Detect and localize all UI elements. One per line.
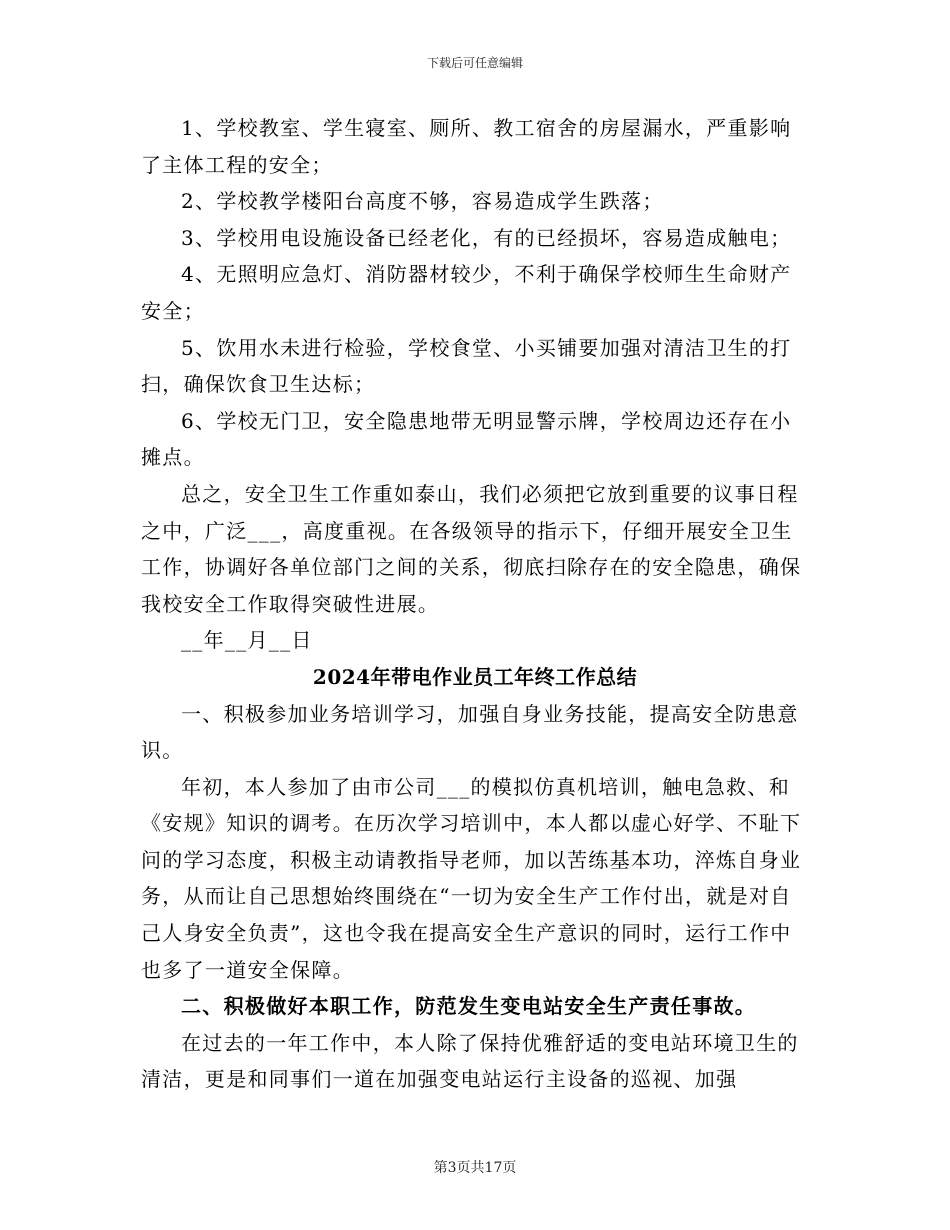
list-item: 2、学校教学楼阳台高度不够，容易造成学生跌落； [181, 189, 664, 214]
section-paragraph-2: 在过去的一年工作中，本人除了保持优雅舒适的变电站环境卫生的清洁，更是和同事们一道在加强变电站运行主设备的巡视、加强 [141, 1030, 799, 1092]
date-line: __年__月__日 [181, 628, 313, 653]
document-body [141, 110, 809, 1098]
section-paragraph-1: 年初，本人参加了由市公司___的模拟仿真机培训，触电急救、和《安规》知识的调考。在历次学习培训中，本人都以虚心好学、不耻下问的学习态度，积极主动请教指导老师，加以苦练基本功，淬炼自身业务，从而让自己思想始终围绕在“一切为安全生产工作付出，就是对自己人身安全负责”，这也令我在提高安全生产意识的同时，运行工作中也多了一道安全保障。 [141, 774, 802, 982]
section-title: 2024年带电作业员工年终工作总结 [312, 664, 638, 689]
list-item: 3、学校用电设施设备已经老化，有的已经损坏，容易造成触电； [181, 225, 792, 250]
section-heading-1: 一、积极参加业务培训学习，加强自身业务技能，提高安全防患意识。 [141, 701, 799, 763]
section-heading-2: 二、积极做好本职工作，防范发生变电站安全生产责任事故。 [181, 994, 757, 1019]
list-item: 1、学校教室、学生寝室、厕所、教工宿舍的房屋漏水，严重影响了主体工程的安全； [141, 116, 792, 177]
page-number: 第3页共17页 [433, 1160, 517, 1176]
list-item: 5、饮用水未进行检验，学校食堂、小买铺要加强对清洁卫生的打扫，确保饮食卫生达标； [141, 335, 792, 397]
list-item: 4、无照明应急灯、消防器材较少，不利于确保学校师生生命财产安全； [141, 262, 792, 323]
list-item: 6、学校无门卫，安全隐患地带无明显警示牌，学校周边还存在小摊点。 [141, 408, 792, 470]
summary-paragraph: 总之，安全卫生工作重如泰山，我们必须把它放到重要的议事日程之中，广泛___，高度重视。在各级领导的指示下，仔细开展安全卫生工作，协调好各单位部门之间的关系，彻底扫除存在的安全隐患，确保我校安全工作取得突破性进展。 [141, 481, 802, 616]
page-header: 下载后可任意编辑 [426, 56, 523, 70]
